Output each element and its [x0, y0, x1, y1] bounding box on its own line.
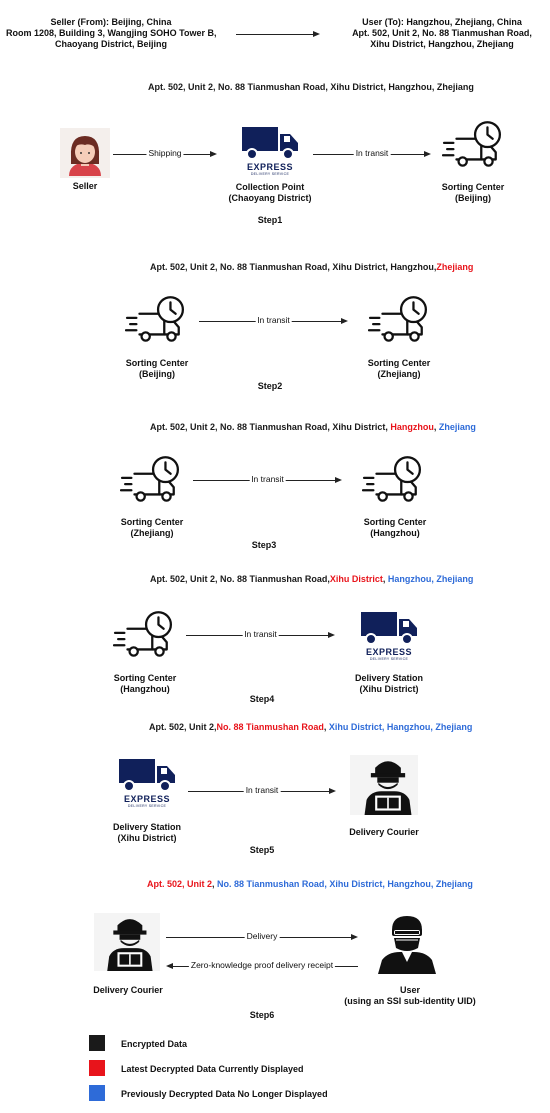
step5-address: Apt. 502, Unit 2,No. 88 Tianmushan Road, Xihu District, Hangzhou, Zhejiang	[149, 722, 473, 732]
step2-label: Step2	[257, 381, 283, 391]
step4-node-sorting-hangzhou: Sorting Center (Hangzhou)	[113, 673, 177, 694]
step5-label: Step5	[249, 845, 275, 855]
step2-address: Apt. 502, Unit 2, No. 88 Tianmushan Road, Xihu District, Hangzhou,Zhejiang	[150, 262, 474, 272]
step1-address: Apt. 502, Unit 2, No. 88 Tianmushan Road, Xihu District, Hangzhou, Zhejiang	[148, 82, 474, 92]
step3-arrow-in-transit: In transit	[193, 475, 342, 485]
seller-avatar-icon	[60, 128, 110, 178]
legend-swatch-latest-decrypted	[89, 1060, 105, 1076]
step2-node-sorting-zhejiang: Sorting Center (Zhejiang)	[367, 358, 431, 379]
step4-address: Apt. 502, Unit 2, No. 88 Tianmushan Road,Xihu District, Hangzhou, Zhejiang	[150, 574, 474, 584]
step2-arrow-in-transit: In transit	[199, 316, 348, 326]
header-arrow	[236, 29, 320, 39]
express-truck-icon: EXPRESS DELIVERY SERVICE	[117, 757, 177, 809]
step6-node-user: User (using an SSI sub-identity UID)	[344, 985, 476, 1006]
sorting-center-truck-icon	[120, 455, 182, 507]
courier-icon	[94, 913, 160, 971]
step6-address: Apt. 502, Unit 2, No. 88 Tianmushan Road, Xihu District, Hangzhou, Zhejiang	[147, 879, 473, 889]
express-truck-icon: EXPRESS DELIVERY SERVICE	[240, 125, 300, 175]
step3-node-sorting-zhejiang: Sorting Center (Zhejiang)	[120, 517, 184, 538]
step6-arrow-zkp-receipt: Zero-knowledge proof delivery receipt	[166, 961, 358, 971]
step2-node-sorting-beijing: Sorting Center (Beijing)	[125, 358, 189, 379]
step1-node-sorting-beijing: Sorting Center (Beijing)	[441, 182, 505, 203]
legend-swatch-encrypted	[89, 1035, 105, 1051]
step5-node-courier: Delivery Courier	[349, 827, 419, 837]
seller-from-address: Seller (From): Beijing, China Room 1208, Building 3, Wangjing SOHO Tower B, Chaoyang District, Beijing	[6, 17, 217, 49]
legend-swatch-previous-decrypted	[89, 1085, 105, 1101]
express-truck-icon: EXPRESS DELIVERY SERVICE	[359, 610, 419, 662]
step5-node-delivery-station: Delivery Station (Xihu District)	[112, 822, 182, 843]
step6-label: Step6	[249, 1010, 275, 1020]
legend-label-previous-decrypted: Previously Decrypted Data No Longer Displayed	[121, 1089, 328, 1099]
courier-icon	[350, 755, 418, 815]
user-to-address: User (To): Hangzhou, Zhejiang, China Apt. 502, Unit 2, No. 88 Tianmushan Road, Xihu District, Hangzhou, Zhejiang	[352, 17, 532, 49]
step4-node-delivery-station: Delivery Station (Xihu District)	[354, 673, 424, 694]
step3-label: Step3	[251, 540, 277, 550]
step1-arrow-shipping: Shipping	[113, 149, 217, 159]
step1-node-seller: Seller	[72, 181, 98, 191]
step1-arrow-in-transit: In transit	[313, 149, 431, 159]
sorting-center-truck-icon	[442, 120, 504, 172]
step5-arrow-in-transit: In transit	[188, 786, 336, 796]
step6-arrow-delivery: Delivery	[166, 932, 358, 942]
sorting-center-truck-icon	[113, 610, 175, 662]
step4-arrow-in-transit: In transit	[186, 630, 335, 640]
user-masked-icon	[372, 912, 442, 974]
step1-node-collection-point: Collection Point (Chaoyang District)	[228, 182, 312, 203]
step4-label: Step4	[249, 694, 275, 704]
legend-label-latest-decrypted: Latest Decrypted Data Currently Displayed	[121, 1064, 304, 1074]
step1-label: Step1	[257, 215, 283, 225]
step3-address: Apt. 502, Unit 2, No. 88 Tianmushan Road, Xihu District, Hangzhou, Zhejiang	[150, 422, 476, 432]
legend-label-encrypted: Encrypted Data	[121, 1039, 188, 1049]
sorting-center-truck-icon	[362, 455, 424, 507]
step3-node-sorting-hangzhou: Sorting Center (Hangzhou)	[363, 517, 427, 538]
sorting-center-truck-icon	[368, 295, 430, 347]
step6-node-courier: Delivery Courier	[93, 985, 163, 995]
sorting-center-truck-icon	[125, 295, 187, 347]
